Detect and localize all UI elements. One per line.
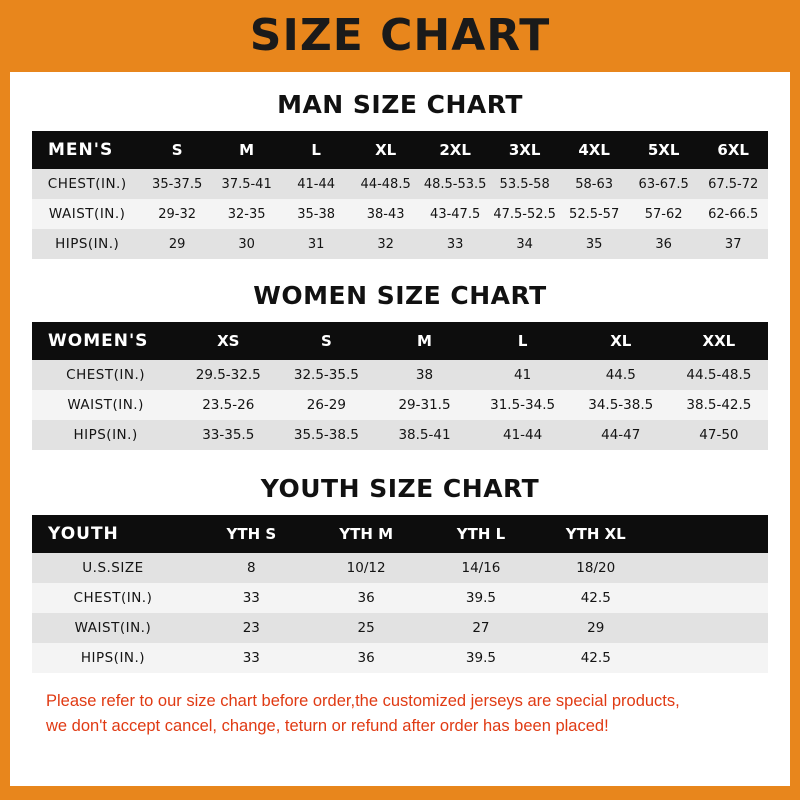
cell: 38 — [375, 360, 473, 390]
table-women-size-chart — [32, 322, 768, 450]
section-man — [32, 90, 768, 259]
table-head-man — [32, 131, 768, 169]
cell: 47-50 — [670, 420, 768, 450]
cell: 10/12 — [309, 553, 424, 583]
row-label-chest: CHEST(IN.) — [32, 360, 179, 390]
cell: 43-47.5 — [420, 199, 490, 229]
cell: 36 — [309, 643, 424, 673]
cell: 29.5-32.5 — [179, 360, 277, 390]
cell — [653, 583, 768, 613]
column-header-mens: MEN'S — [32, 131, 142, 169]
column-header-3xl: 3XL — [490, 131, 560, 169]
column-header-m: M — [212, 131, 282, 169]
cell: 31 — [281, 229, 351, 259]
row-label-hips: HIPS(IN.) — [32, 229, 142, 259]
table-row — [32, 553, 768, 583]
table-header-row — [32, 515, 768, 553]
cell: 39.5 — [424, 643, 539, 673]
table-youth-size-chart — [32, 515, 768, 673]
cell: 35.5-38.5 — [277, 420, 375, 450]
table-row — [32, 613, 768, 643]
footnote-line-2: we don't accept cancel, change, teturn or refund after order has been placed! — [46, 716, 609, 735]
cell: 18/20 — [538, 553, 653, 583]
cell: 37.5-41 — [212, 169, 282, 199]
column-header-yth-s: YTH S — [194, 515, 309, 553]
row-label-hips: HIPS(IN.) — [32, 420, 179, 450]
cell: 48.5-53.5 — [420, 169, 490, 199]
cell: 42.5 — [538, 643, 653, 673]
column-header-xxl: XXL — [670, 322, 768, 360]
cell: 34.5-38.5 — [572, 390, 670, 420]
cell: 26-29 — [277, 390, 375, 420]
cell: 33 — [420, 229, 490, 259]
column-header-6xl: 6XL — [698, 131, 768, 169]
cell: 27 — [424, 613, 539, 643]
column-header-5xl: 5XL — [629, 131, 699, 169]
column-header-m: M — [375, 322, 473, 360]
column-header-xl: XL — [572, 322, 670, 360]
column-header-l: L — [281, 131, 351, 169]
table-body-youth — [32, 553, 768, 673]
row-label-waist: WAIST(IN.) — [32, 199, 142, 229]
cell: 36 — [309, 583, 424, 613]
table-row — [32, 229, 768, 259]
column-header-yth-m: YTH M — [309, 515, 424, 553]
cell — [653, 613, 768, 643]
table-row — [32, 643, 768, 673]
cell: 41-44 — [474, 420, 572, 450]
table-row — [32, 390, 768, 420]
cell: 33 — [194, 583, 309, 613]
cell: 57-62 — [629, 199, 699, 229]
footnote — [46, 689, 754, 739]
cell: 30 — [212, 229, 282, 259]
cell: 34 — [490, 229, 560, 259]
table-man-size-chart — [32, 131, 768, 259]
section-title-youth: YOUTH SIZE CHART — [260, 474, 540, 503]
cell: 36 — [629, 229, 699, 259]
column-header-blank — [653, 515, 768, 553]
cell: 35 — [559, 229, 629, 259]
table-body-man — [32, 169, 768, 259]
cell: 29-32 — [142, 199, 212, 229]
cell: 41-44 — [281, 169, 351, 199]
cell: 14/16 — [424, 553, 539, 583]
cell: 47.5-52.5 — [490, 199, 560, 229]
cell: 53.5-58 — [490, 169, 560, 199]
cell — [653, 553, 768, 583]
column-header-xl: XL — [351, 131, 421, 169]
table-header-row — [32, 322, 768, 360]
cell: 33-35.5 — [179, 420, 277, 450]
cell: 67.5-72 — [698, 169, 768, 199]
table-row — [32, 360, 768, 390]
cell: 29 — [142, 229, 212, 259]
table-row — [32, 169, 768, 199]
table-row — [32, 583, 768, 613]
row-label-chest: CHEST(IN.) — [32, 169, 142, 199]
column-header-youth: YOUTH — [32, 515, 194, 553]
column-header-l: L — [474, 322, 572, 360]
cell: 44.5 — [572, 360, 670, 390]
cell: 35-37.5 — [142, 169, 212, 199]
page-title: SIZE CHART — [249, 10, 551, 61]
cell: 25 — [309, 613, 424, 643]
column-header-s: S — [142, 131, 212, 169]
table-body-women — [32, 360, 768, 450]
cell: 44.5-48.5 — [670, 360, 768, 390]
cell: 32.5-35.5 — [277, 360, 375, 390]
column-header-xs: XS — [179, 322, 277, 360]
cell: 32 — [351, 229, 421, 259]
cell: 38.5-41 — [375, 420, 473, 450]
cell: 37 — [698, 229, 768, 259]
section-youth — [32, 474, 768, 673]
cell: 63-67.5 — [629, 169, 699, 199]
row-label-hips: HIPS(IN.) — [32, 643, 194, 673]
column-header-4xl: 4XL — [559, 131, 629, 169]
header-band — [0, 0, 800, 72]
cell: 31.5-34.5 — [474, 390, 572, 420]
cell: 33 — [194, 643, 309, 673]
cell: 38-43 — [351, 199, 421, 229]
table-head-women — [32, 322, 768, 360]
column-header-s: S — [277, 322, 375, 360]
row-label-waist: WAIST(IN.) — [32, 390, 179, 420]
cell: 44-48.5 — [351, 169, 421, 199]
row-label-us-size: U.S.SIZE — [32, 553, 194, 583]
cell: 44-47 — [572, 420, 670, 450]
cell: 42.5 — [538, 583, 653, 613]
column-header-yth-xl: YTH XL — [538, 515, 653, 553]
cell: 41 — [474, 360, 572, 390]
section-title-man: MAN SIZE CHART — [277, 90, 523, 119]
cell: 29 — [538, 613, 653, 643]
table-header-row — [32, 131, 768, 169]
table-head-youth — [32, 515, 768, 553]
row-label-chest: CHEST(IN.) — [32, 583, 194, 613]
cell: 62-66.5 — [698, 199, 768, 229]
column-header-yth-l: YTH L — [424, 515, 539, 553]
content-area — [10, 90, 790, 739]
cell: 23 — [194, 613, 309, 643]
row-label-waist: WAIST(IN.) — [32, 613, 194, 643]
section-title-women: WOMEN SIZE CHART — [253, 281, 547, 310]
cell: 58-63 — [559, 169, 629, 199]
table-row — [32, 199, 768, 229]
footnote-line-1: Please refer to our size chart before order,the customized jerseys are special products, — [46, 692, 680, 710]
bottom-band — [0, 786, 800, 800]
column-header-2xl: 2XL — [420, 131, 490, 169]
cell: 29-31.5 — [375, 390, 473, 420]
section-women — [32, 281, 768, 450]
cell: 52.5-57 — [559, 199, 629, 229]
cell: 8 — [194, 553, 309, 583]
cell: 23.5-26 — [179, 390, 277, 420]
cell: 35-38 — [281, 199, 351, 229]
table-row — [32, 420, 768, 450]
cell: 39.5 — [424, 583, 539, 613]
cell: 32-35 — [212, 199, 282, 229]
cell: 38.5-42.5 — [670, 390, 768, 420]
cell — [653, 643, 768, 673]
column-header-womens: WOMEN'S — [32, 322, 179, 360]
